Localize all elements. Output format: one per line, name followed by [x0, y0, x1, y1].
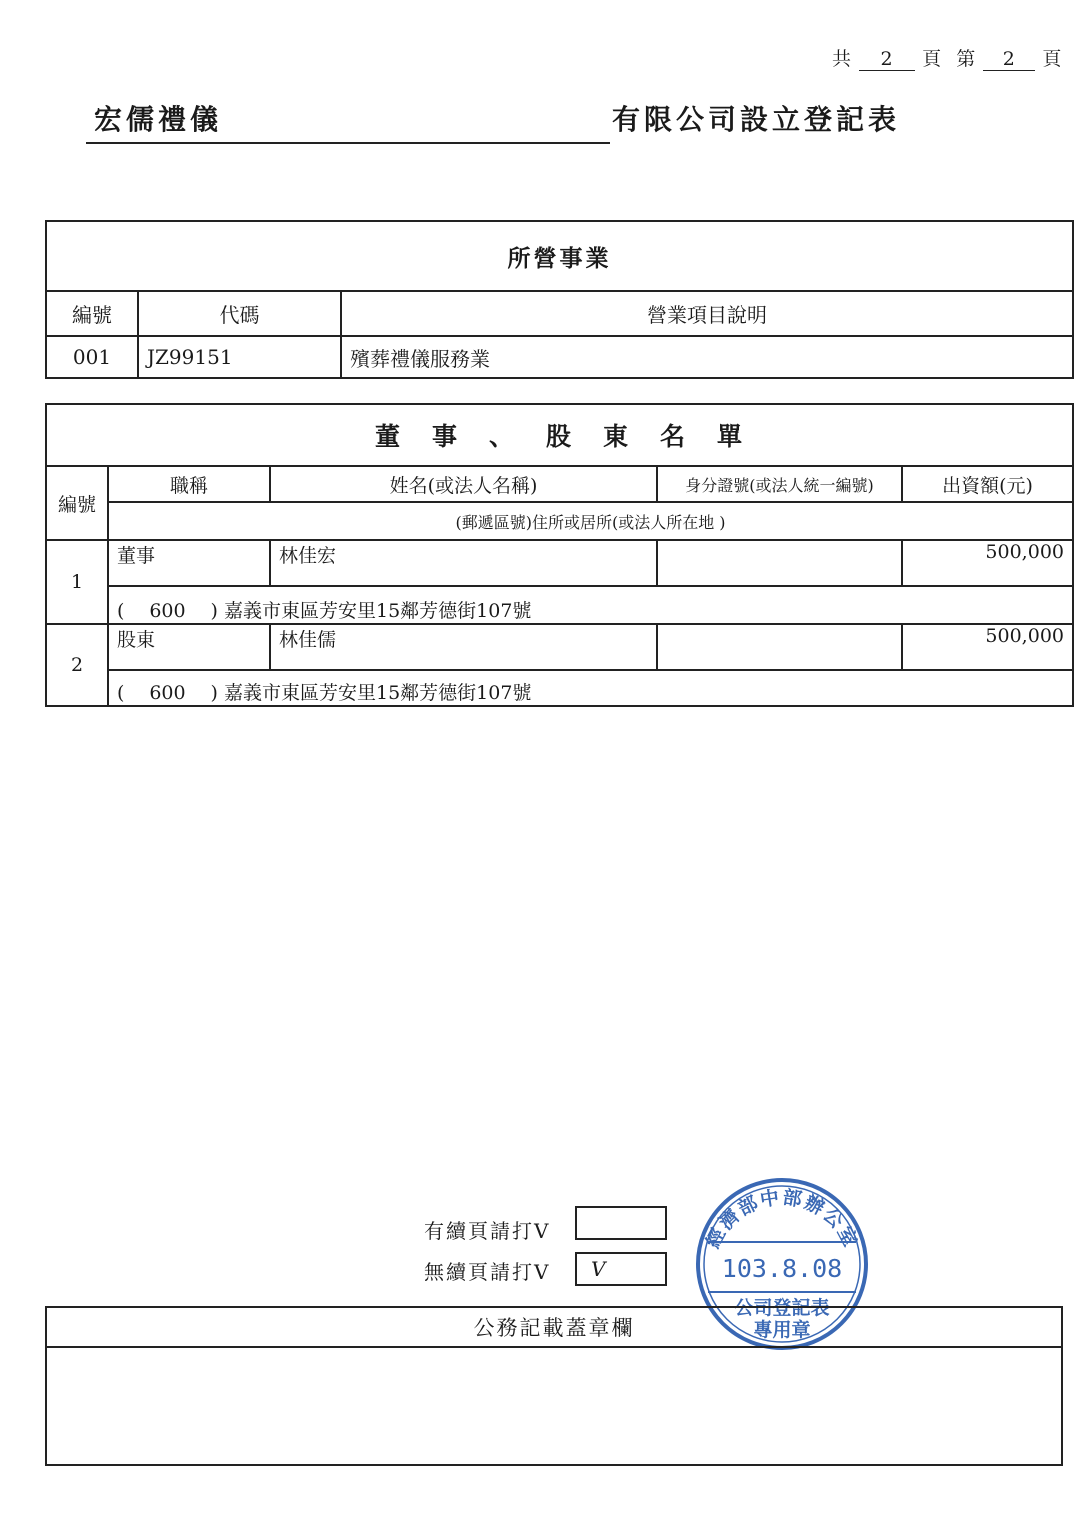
directors-header-position: 職稱 — [108, 466, 270, 502]
director-id — [657, 624, 902, 670]
director-position: 股東 — [108, 624, 270, 670]
director-zip-open: ( — [117, 600, 125, 622]
director-capital: 500,000 — [902, 624, 1073, 670]
director-address-text: 嘉義市東區芳安里15鄰芳德街107號 — [223, 600, 532, 622]
director-no: 1 — [46, 540, 108, 624]
svg-text:專用章: 專用章 — [753, 1319, 811, 1341]
director-row — [46, 540, 1073, 586]
directors-header-address: (郵遞區號)住所或居所(或法人所在地 ) — [108, 502, 1073, 540]
page-current-prefix: 第 — [956, 48, 977, 70]
directors-header-name: 姓名(或法人名稱) — [270, 466, 657, 502]
director-name: 林佳宏 — [270, 540, 657, 586]
director-name: 林佳儒 — [270, 624, 657, 670]
director-row — [46, 624, 1073, 670]
page-count — [832, 44, 1062, 71]
director-address-text: 嘉義市東區芳安里15鄰芳德街107號 — [223, 682, 532, 704]
director-capital: 500,000 — [902, 540, 1073, 586]
business-row — [46, 336, 1073, 378]
director-zip-close: ) — [210, 682, 218, 704]
director-zip: 600 — [149, 682, 186, 704]
directors-header-capital: 出資額(元) — [902, 466, 1073, 502]
company-name-underline — [86, 142, 610, 144]
official-record-area — [46, 1347, 1062, 1465]
svg-text:103.8.08: 103.8.08 — [721, 1254, 843, 1283]
directors-title: 董事、股東名單 — [46, 404, 1073, 466]
page-total-prefix: 共 — [832, 48, 853, 70]
director-address — [108, 586, 1073, 624]
director-address-row — [46, 586, 1073, 624]
business-title: 所營事業 — [46, 221, 1073, 291]
page-total-suffix: 頁 — [922, 48, 943, 70]
page-current: 2 — [983, 48, 1035, 71]
business-table — [45, 220, 1074, 379]
directors-table — [45, 403, 1074, 707]
director-zip-open: ( — [117, 682, 125, 704]
directors-header-id: 身分證號(或法人統一編號) — [657, 466, 902, 502]
page-total: 2 — [859, 48, 915, 71]
business-header-code: 代碼 — [138, 291, 341, 336]
business-row-code: JZ99151 — [138, 336, 341, 378]
official-record-title: 公務記載蓋章欄 — [46, 1307, 1062, 1347]
form-title: 有限公司設立登記表 — [612, 103, 901, 136]
business-header-no: 編號 — [46, 291, 138, 336]
svg-text:公司登記表: 公司登記表 — [734, 1297, 830, 1319]
page-current-suffix: 頁 — [1042, 48, 1063, 70]
director-no: 2 — [46, 624, 108, 706]
no-more-pages-label: 無續頁請打V — [424, 1260, 551, 1284]
business-row-desc: 殯葬禮儀服務業 — [341, 336, 1073, 378]
director-zip: 600 — [149, 600, 186, 622]
no-more-pages-box[interactable]: V — [575, 1252, 667, 1286]
svg-text:經濟部中部辦公室: 經濟部中部辦公室 — [701, 1186, 863, 1252]
official-record-box — [45, 1306, 1063, 1466]
directors-header-no: 編號 — [46, 466, 108, 540]
director-address — [108, 670, 1073, 706]
director-position: 董事 — [108, 540, 270, 586]
has-more-pages-label: 有續頁請打V — [424, 1219, 551, 1243]
director-id — [657, 540, 902, 586]
director-address-row — [46, 670, 1073, 706]
company-name: 宏儒禮儀 — [94, 103, 223, 136]
business-header-desc: 營業項目說明 — [341, 291, 1073, 336]
has-more-pages-box[interactable] — [575, 1206, 667, 1240]
business-row-no: 001 — [46, 336, 138, 378]
director-zip-close: ) — [210, 600, 218, 622]
